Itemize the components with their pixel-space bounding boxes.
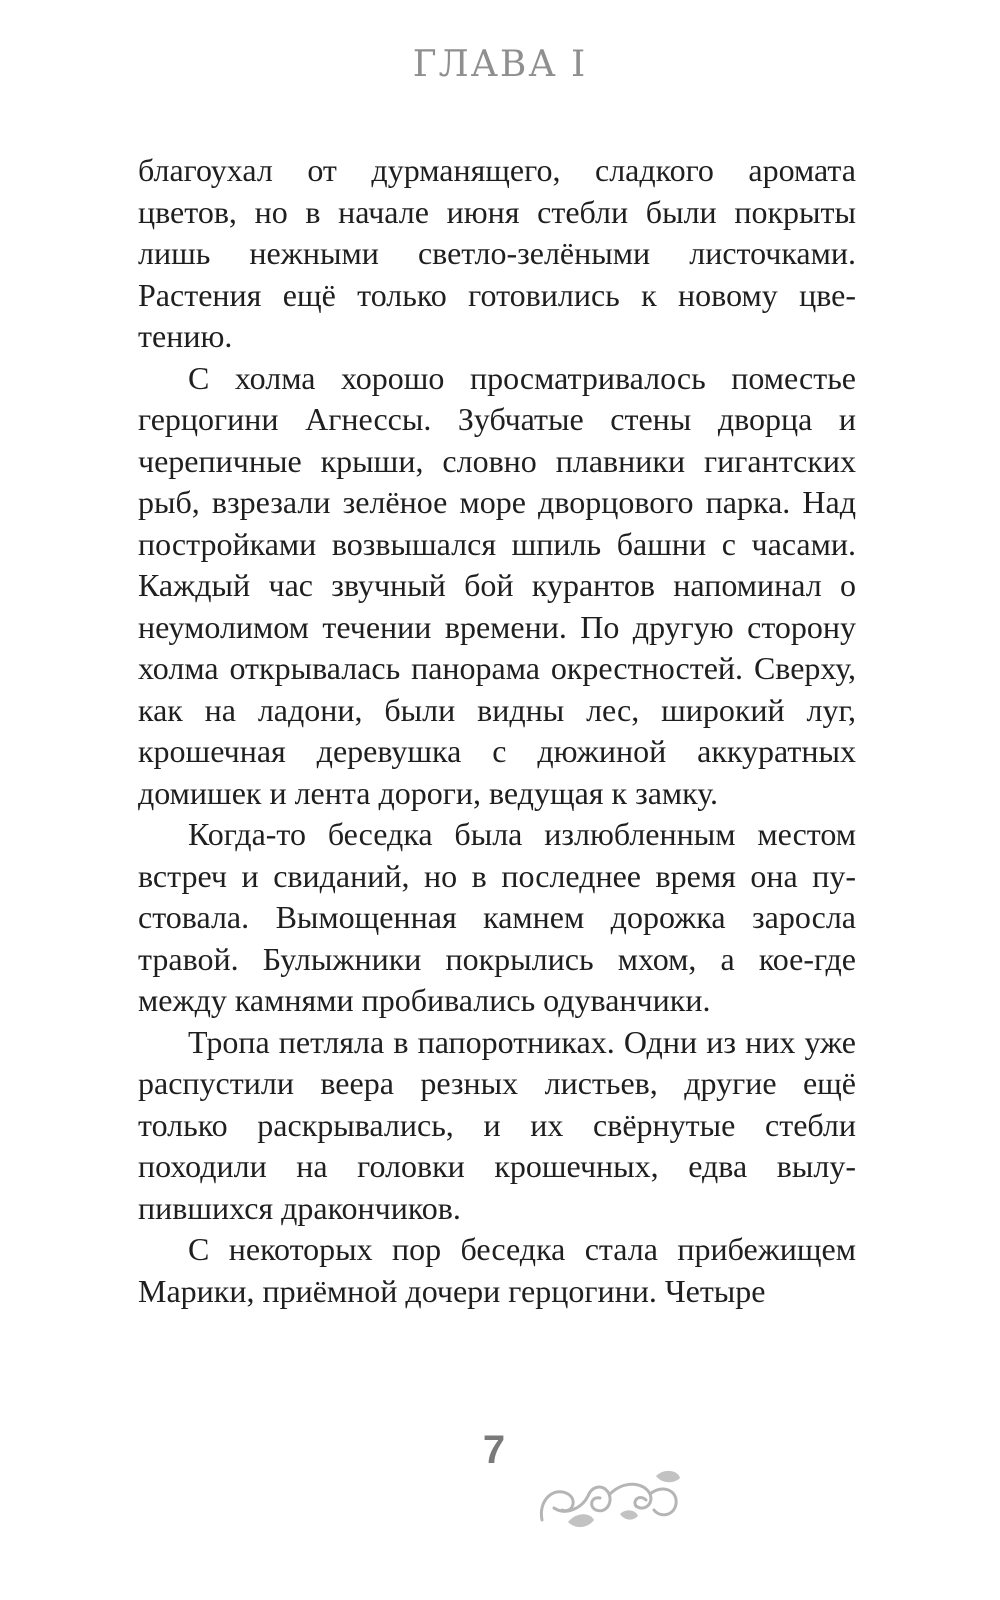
paragraph-3: Когда-то беседка была излюбленным местом встреч и свиданий, но в последнее время она пустовала. Вымощенная камнем дорожка заросла травой. Булыжники покрылись мхом, а кое-где между камнями пробивались одуванчики. [138,816,856,1018]
paragraph-1: благоухал от дурманящего, сладкого аромата цветов, но в начале июня стебли были покрыты лишь нежными светло-зелёными листочками. Растения ещё только готовились к новому цветению. [138,152,856,354]
paragraph-2: С холма хорошо просматривалось поместье герцогини Агнессы. Зубчатые стены дворца и черепичные крыши, словно плавники гигантских рыб, взрезали зелёное море дворцового парка. Над постройками возвышался шпиль башни с часами. Каждый час звучный бой курантов напоминал о неумолимом течении времени. По другую сторону холма открывалась панорама окрестностей. Сверху, как на ладони, были видны лес, широкий луг, крошечная деревушка с дюжиной аккуратных домишек и лента дороги, ведущая к замку. [138,359,856,811]
paragraph-5: С некоторых пор беседка стала прибежищем Марики, приёмной дочери герцогини. Четыре [138,1231,856,1309]
paragraph-4: Тропа петляла в папоротниках. Одни из них уже распустили веера резных листьев, другие ещё только раскрывались, и их свёрнутые стебли походили на головки крошечных, едва вылупившихся дракончиков. [138,1023,856,1226]
body-text [138,150,856,1312]
chapter-title: ГЛАВА I [412,44,588,85]
page-number: 7 [482,1428,506,1472]
flourish-ornament-icon [532,1450,692,1540]
